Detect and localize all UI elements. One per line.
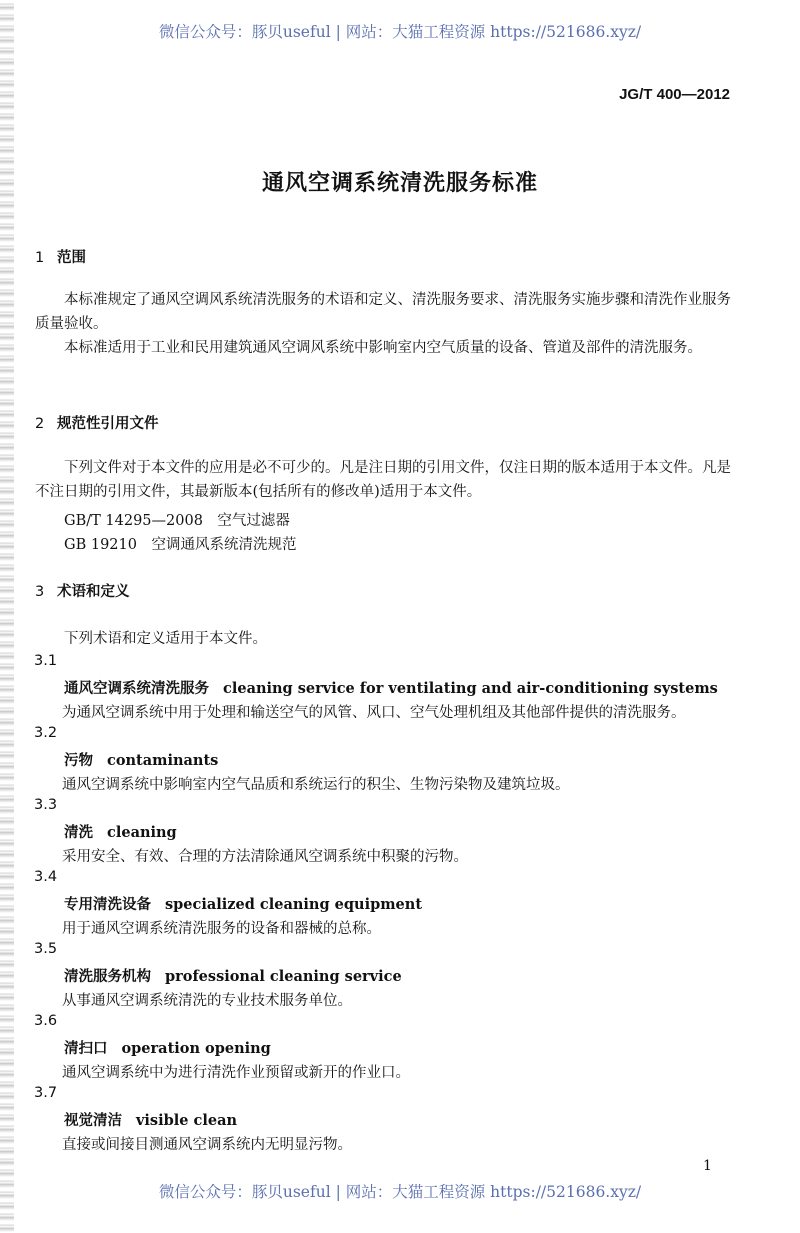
reference-item: GB/T 14295—2008 空气过滤器	[64, 513, 290, 529]
section-title: 范围	[57, 250, 86, 266]
term-entry	[64, 893, 422, 914]
term-entry	[64, 821, 177, 842]
section-title: 术语和定义	[57, 584, 130, 600]
term-chinese: 清扫口	[64, 1041, 108, 1057]
clause-number: 3.1	[34, 653, 58, 669]
standard-id: JG/T 400—2012	[619, 86, 730, 103]
watermark-bottom: 微信公众号：豚贝useful | 网站：大猫工程资源 https://521686.xyz/	[158, 1183, 642, 1201]
paragraph-scope-1: 本标准规定了通风空调风系统清洗服务的术语和定义、清洗服务要求、清洗服务实施步骤和清洗作业服务质量验收。	[35, 292, 731, 332]
section-heading-3	[35, 580, 130, 601]
clause-number: 3.3	[34, 797, 58, 813]
term-definition: 为通风空调系统中用于处理和输送空气的风管、风口、空气处理机组及其他部件提供的清洗服务。	[62, 705, 686, 721]
term-english: cleaning	[107, 824, 177, 841]
term-english: visible clean	[136, 1112, 238, 1129]
term-entry	[64, 965, 402, 986]
page-number: 1	[703, 1158, 712, 1174]
document-title: 通风空调系统清洗服务标准	[261, 171, 538, 196]
term-english: professional cleaning service	[165, 968, 402, 985]
term-chinese: 视觉清洁	[64, 1113, 122, 1129]
paragraph-references: 下列文件对于本文件的应用是必不可少的。凡是注日期的引用文件，仅注日期的版本适用于本文件。凡是不注日期的引用文件，其最新版本(包括所有的修改单)适用于本文件。	[35, 460, 731, 500]
term-definition: 采用安全、有效、合理的方法清除通风空调系统中积聚的污物。	[62, 849, 468, 865]
section-number: 1	[35, 250, 45, 266]
clause-number: 3.5	[34, 941, 58, 957]
term-chinese: 专用清洗设备	[64, 897, 151, 913]
term-english: contaminants	[107, 752, 219, 769]
term-english: operation opening	[121, 1040, 271, 1057]
section-title: 规范性引用文件	[57, 416, 159, 432]
term-definition: 用于通风空调系统清洗服务的设备和器械的总称。	[62, 921, 381, 937]
term-entry	[64, 677, 718, 698]
term-english: specialized cleaning equipment	[165, 896, 423, 913]
section-heading-1	[35, 246, 86, 267]
section-heading-2	[35, 412, 159, 433]
clause-number: 3.4	[34, 869, 58, 885]
clause-number: 3.7	[34, 1085, 58, 1101]
term-entry	[64, 749, 218, 770]
paragraph-scope-2: 本标准适用于工业和民用建筑通风空调风系统中影响室内空气质量的设备、管道及部件的清洗服务。	[64, 340, 702, 356]
term-entry	[64, 1109, 237, 1130]
section-number: 2	[35, 416, 45, 432]
term-chinese: 通风空调系统清洗服务	[64, 681, 209, 697]
term-chinese: 清洗	[64, 825, 93, 841]
watermark-top: 微信公众号：豚贝useful | 网站：大猫工程资源 https://521686.xyz/	[158, 23, 642, 41]
clause-number: 3.2	[34, 725, 58, 741]
term-definition: 通风空调系统中为进行清洗作业预留或新开的作业口。	[62, 1065, 410, 1081]
term-english: cleaning service for ventilating and air-conditioning systems	[223, 680, 718, 697]
section-number: 3	[35, 584, 45, 600]
term-definition: 从事通风空调系统清洗的专业技术服务单位。	[62, 993, 352, 1009]
term-definition: 通风空调系统中影响室内空气品质和系统运行的积尘、生物污染物及建筑垃圾。	[62, 777, 570, 793]
clause-number: 3.6	[34, 1013, 58, 1029]
term-definition: 直接或间接目测通风空调系统内无明显污物。	[62, 1137, 352, 1153]
reference-item: GB 19210 空调通风系统清洗规范	[64, 537, 297, 553]
term-chinese: 清洗服务机构	[64, 969, 151, 985]
paragraph-terms-intro: 下列术语和定义适用于本文件。	[64, 631, 267, 647]
term-chinese: 污物	[64, 753, 93, 769]
term-entry	[64, 1037, 271, 1058]
